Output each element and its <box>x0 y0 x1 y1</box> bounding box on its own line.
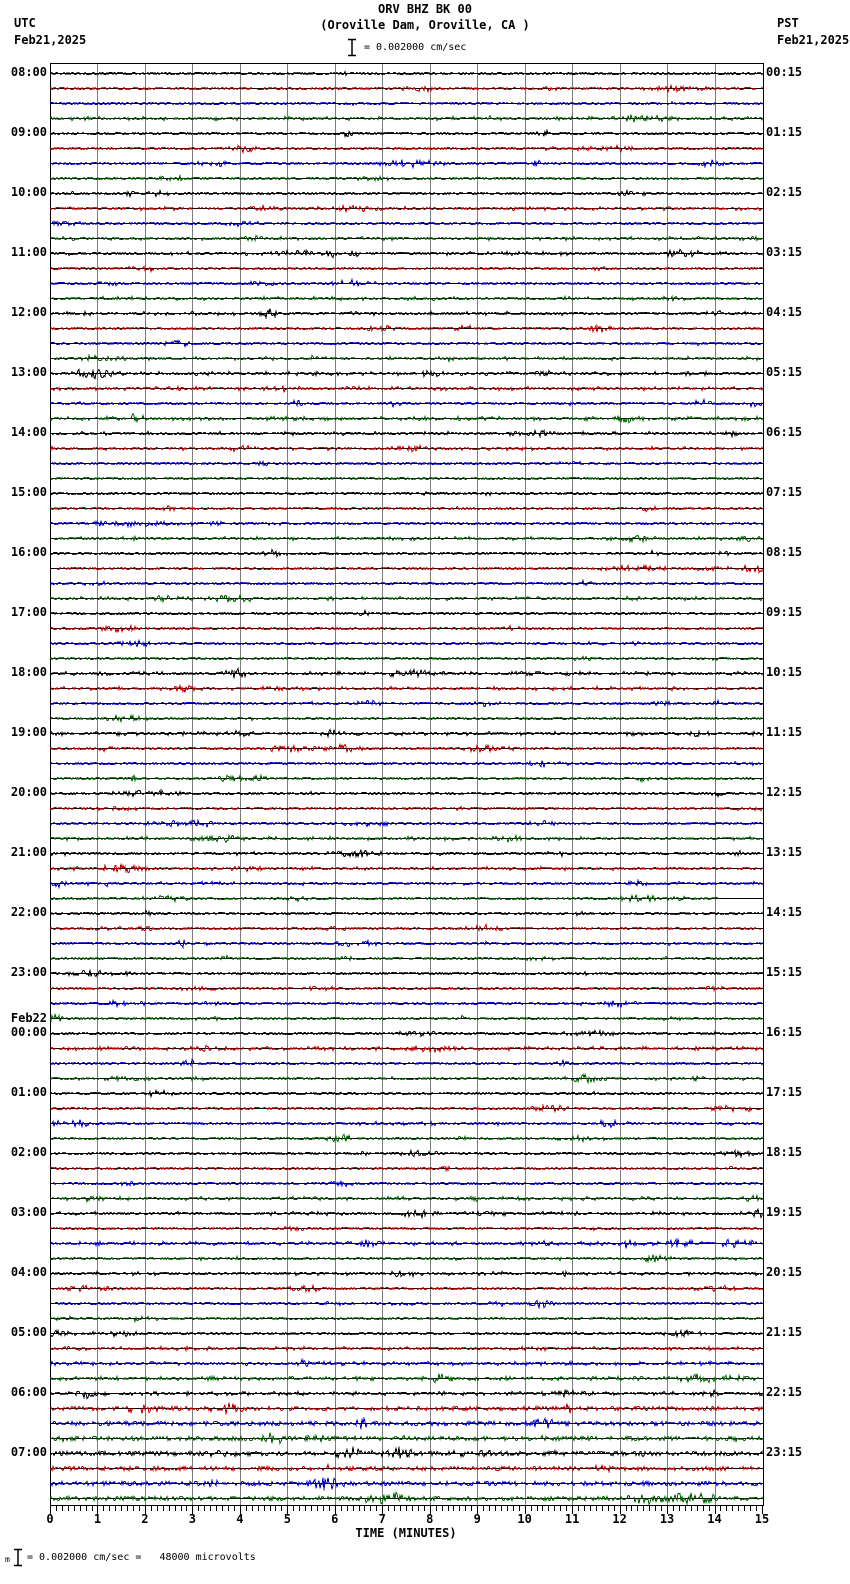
trace-row <box>50 701 763 707</box>
trace-row <box>50 821 763 828</box>
utc-hour-label: 06:00 <box>10 1385 47 1399</box>
trace-row <box>50 925 763 931</box>
trace-row <box>51 1347 763 1351</box>
pst-hour-label: 06:15 <box>766 425 803 439</box>
pst-hour-label: 17:15 <box>766 1085 803 1099</box>
trace-row <box>50 1031 763 1037</box>
trace-row <box>50 115 763 123</box>
seismic-trace <box>50 836 762 843</box>
pst-hour-label: 04:15 <box>766 305 803 319</box>
trace-row <box>51 1120 763 1128</box>
trace-row <box>50 341 763 347</box>
trace-row <box>50 1374 763 1383</box>
pst-hour-label: 19:15 <box>766 1205 803 1219</box>
trace-row <box>51 1286 763 1292</box>
pst-hour-label: 16:15 <box>766 1025 803 1039</box>
trace-row <box>51 550 763 557</box>
x-tick-label: 13 <box>659 1512 675 1526</box>
x-tick-label: 9 <box>473 1512 481 1526</box>
trace-row <box>50 911 763 916</box>
utc-hour-label: 03:00 <box>10 1205 47 1219</box>
trace-row <box>50 1091 763 1097</box>
trace-row <box>50 1390 763 1399</box>
trace-row <box>50 446 763 452</box>
trace-row <box>50 206 763 212</box>
seismic-trace <box>51 1060 762 1066</box>
trace-row <box>50 1447 763 1459</box>
pst-hour-label: 10:15 <box>766 665 803 679</box>
pst-hour-label: 09:15 <box>766 605 803 619</box>
seismic-trace <box>50 146 762 153</box>
utc-hour-label: 14:00 <box>10 425 47 439</box>
trace-row <box>50 987 763 991</box>
trace-row <box>51 222 763 227</box>
utc-hour-label: 17:00 <box>10 605 47 619</box>
trace-row <box>51 1135 763 1142</box>
trace-row <box>51 478 763 480</box>
pst-hour-label: 15:15 <box>766 965 803 979</box>
utc-hour-label: 10:00 <box>10 185 47 199</box>
trace-row <box>50 1493 763 1505</box>
x-tick-label: 15 <box>754 1512 770 1526</box>
footer-scale-prefix: m <box>5 1555 10 1564</box>
utc-hour-label: 16:00 <box>10 545 47 559</box>
trace-row <box>50 414 763 423</box>
seismic-trace <box>50 1447 762 1459</box>
trace-row <box>50 881 763 888</box>
trace-row <box>51 956 763 961</box>
pst-hour-label: 20:15 <box>766 1265 803 1279</box>
pst-hour-label: 12:15 <box>766 785 803 799</box>
trace-row <box>50 86 763 93</box>
utc-hour-label: 22:00 <box>10 905 47 919</box>
seismic-trace <box>52 222 762 227</box>
header-scale-bar-icon <box>347 38 357 57</box>
pst-hour-label: 03:15 <box>766 245 803 259</box>
utc-hour-label: 19:00 <box>10 725 47 739</box>
trace-row <box>50 1271 763 1277</box>
trace-row <box>50 641 763 647</box>
utc-hour-label: 08:00 <box>10 65 47 79</box>
trace-row <box>51 356 763 362</box>
trace-row <box>50 1167 763 1171</box>
trace-row <box>50 146 763 153</box>
trace-row <box>50 1478 763 1491</box>
trace-row <box>50 626 763 633</box>
trace-row <box>50 506 763 512</box>
seismic-trace <box>50 206 762 212</box>
pst-hour-label: 07:15 <box>766 485 803 499</box>
trace-row <box>50 102 763 106</box>
plot-subtitle: (Oroville Dam, Oroville, CA ) <box>320 18 530 32</box>
x-tick-label: 3 <box>188 1512 196 1526</box>
x-tick-label: 12 <box>612 1512 627 1526</box>
seismic-trace <box>50 1046 762 1053</box>
utc-hour-label: 07:00 <box>10 1445 47 1459</box>
trace-row <box>50 1046 763 1053</box>
plot-title: ORV BHZ BK 00 <box>378 2 472 16</box>
header-scale-text: = 0.002000 cm/sec <box>364 42 467 53</box>
utc-hour-label: 04:00 <box>10 1265 47 1279</box>
utc-hour-label: 21:00 <box>10 845 47 859</box>
seismic-trace <box>50 925 761 931</box>
x-tick-label: 11 <box>564 1512 580 1526</box>
trace-row <box>51 716 763 722</box>
trace-row <box>51 1106 763 1112</box>
x-tick-label: 1 <box>93 1512 102 1526</box>
seismic-trace <box>51 309 761 318</box>
utc-hour-label: 23:00 <box>10 965 47 979</box>
trace-row <box>50 745 763 753</box>
seismic-trace <box>50 626 762 633</box>
pst-hour-label: 22:15 <box>766 1385 803 1399</box>
x-tick-label: 2 <box>141 1512 149 1526</box>
trace-row <box>51 776 763 782</box>
pst-date: Feb21,2025 <box>777 33 850 47</box>
trace-row <box>51 176 763 181</box>
trace-row <box>51 940 763 948</box>
trace-row <box>50 611 763 616</box>
trace-row <box>51 1181 763 1187</box>
utc-hour-label: 15:00 <box>10 485 47 499</box>
trace-row <box>51 131 763 137</box>
trace-row <box>51 1433 763 1444</box>
trace-row <box>51 566 763 573</box>
trace-row <box>51 267 763 272</box>
trace-row <box>50 1151 763 1157</box>
trace-row <box>51 160 763 168</box>
trace-row <box>51 1196 763 1202</box>
trace-row <box>50 521 763 527</box>
x-tick-label: 6 <box>331 1512 339 1526</box>
trace-row <box>50 864 763 873</box>
pst-hour-label: 11:15 <box>766 725 803 739</box>
seismic-trace <box>50 881 762 888</box>
pst-hour-label: 01:15 <box>766 125 803 139</box>
trace-row <box>51 1060 763 1066</box>
utc-hour-label: 11:00 <box>10 245 47 259</box>
seismic-trace <box>50 1493 762 1505</box>
utc-label: UTC <box>14 16 36 30</box>
utc-hour-label: 20:00 <box>10 785 47 799</box>
seismic-trace <box>51 131 762 137</box>
trace-row <box>50 191 763 197</box>
trace-row <box>51 400 763 408</box>
trace-row <box>50 1075 763 1083</box>
trace-row <box>50 850 763 858</box>
seismic-trace <box>50 807 762 811</box>
utc-hour-label: 02:00 <box>10 1145 47 1159</box>
pst-hour-label: 21:15 <box>766 1325 803 1339</box>
pst-hour-label: 13:15 <box>766 845 803 859</box>
utc-hour-label: 00:00 <box>10 1025 47 1039</box>
trace-row <box>50 1403 763 1415</box>
trace-row <box>50 1001 763 1008</box>
trace-row <box>51 309 763 318</box>
trace-row <box>51 236 763 241</box>
utc-hour-label: 12:00 <box>10 305 47 319</box>
pst-hour-label: 18:15 <box>766 1145 803 1159</box>
utc-hour-label: 01:00 <box>10 1085 47 1099</box>
trace-row <box>50 1239 763 1249</box>
utc-hour-label: 18:00 <box>10 665 47 679</box>
utc-hour-label: 09:00 <box>10 125 47 139</box>
trace-row <box>50 492 763 496</box>
footer-scale-text: = 0.002000 cm/sec = 48000 microvolts <box>27 1552 256 1563</box>
pst-hour-label: 08:15 <box>766 545 803 559</box>
trace-row <box>50 1015 763 1022</box>
trace-row <box>51 72 763 76</box>
utc-date: Feb21,2025 <box>14 33 87 47</box>
seismic-trace <box>54 356 761 362</box>
trace-row <box>50 895 763 902</box>
x-tick-label: 5 <box>283 1512 291 1526</box>
trace-row <box>50 1209 763 1218</box>
x-tick-label: 14 <box>707 1512 722 1526</box>
pst-hour-label: 05:15 <box>766 365 803 379</box>
x-tick-label: 10 <box>517 1512 532 1526</box>
trace-row <box>51 462 763 466</box>
trace-row <box>50 807 763 811</box>
pst-hour-label: 00:15 <box>766 65 803 79</box>
trace-row <box>51 431 763 437</box>
trace-row <box>51 536 763 542</box>
trace-row <box>50 730 763 737</box>
x-axis-title: TIME (MINUTES) <box>355 1526 457 1540</box>
trace-row <box>50 657 763 661</box>
x-tick-label: 4 <box>236 1512 244 1526</box>
pst-label: PST <box>777 16 799 30</box>
trace-row <box>50 761 763 768</box>
trace-row <box>50 1255 763 1263</box>
trace-row <box>50 581 763 586</box>
trace-row <box>50 836 763 843</box>
x-tick-label: 0 <box>46 1512 54 1526</box>
seismic-trace <box>51 267 762 272</box>
pst-hour-label: 23:15 <box>766 1445 803 1459</box>
day-rollover-label: Feb22 <box>10 1011 47 1025</box>
pst-hour-label: 14:15 <box>766 905 803 919</box>
trace-row <box>50 1227 763 1231</box>
trace-row <box>50 1465 763 1472</box>
trace-row <box>50 686 763 693</box>
trace-row <box>51 669 763 679</box>
trace-row <box>50 250 763 258</box>
utc-hour-label: 13:00 <box>10 365 47 379</box>
trace-row <box>50 280 763 287</box>
trace-row <box>51 297 763 302</box>
x-tick-label: 8 <box>426 1512 434 1526</box>
seismic-trace <box>53 776 762 782</box>
helicorder-plot <box>50 63 764 1506</box>
seismic-trace <box>50 1227 762 1231</box>
trace-row <box>51 1419 763 1430</box>
trace-row <box>50 791 763 797</box>
x-tick-label: 7 <box>378 1512 386 1526</box>
utc-hour-label: 05:00 <box>10 1325 47 1339</box>
seismic-trace <box>51 1135 762 1142</box>
trace-row <box>50 595 763 603</box>
trace-row <box>50 1360 763 1367</box>
trace-row <box>50 386 763 393</box>
seismic-trace <box>50 581 762 586</box>
seismic-trace <box>50 115 762 123</box>
trace-row <box>50 970 763 977</box>
footer-scale-bar-icon <box>13 1548 23 1567</box>
trace-row <box>50 1330 763 1337</box>
trace-row <box>50 326 763 333</box>
seismic-trace <box>50 911 762 916</box>
pst-hour-label: 02:15 <box>766 185 803 199</box>
trace-row <box>50 1317 763 1322</box>
trace-row <box>51 1301 763 1308</box>
trace-row <box>51 370 763 379</box>
